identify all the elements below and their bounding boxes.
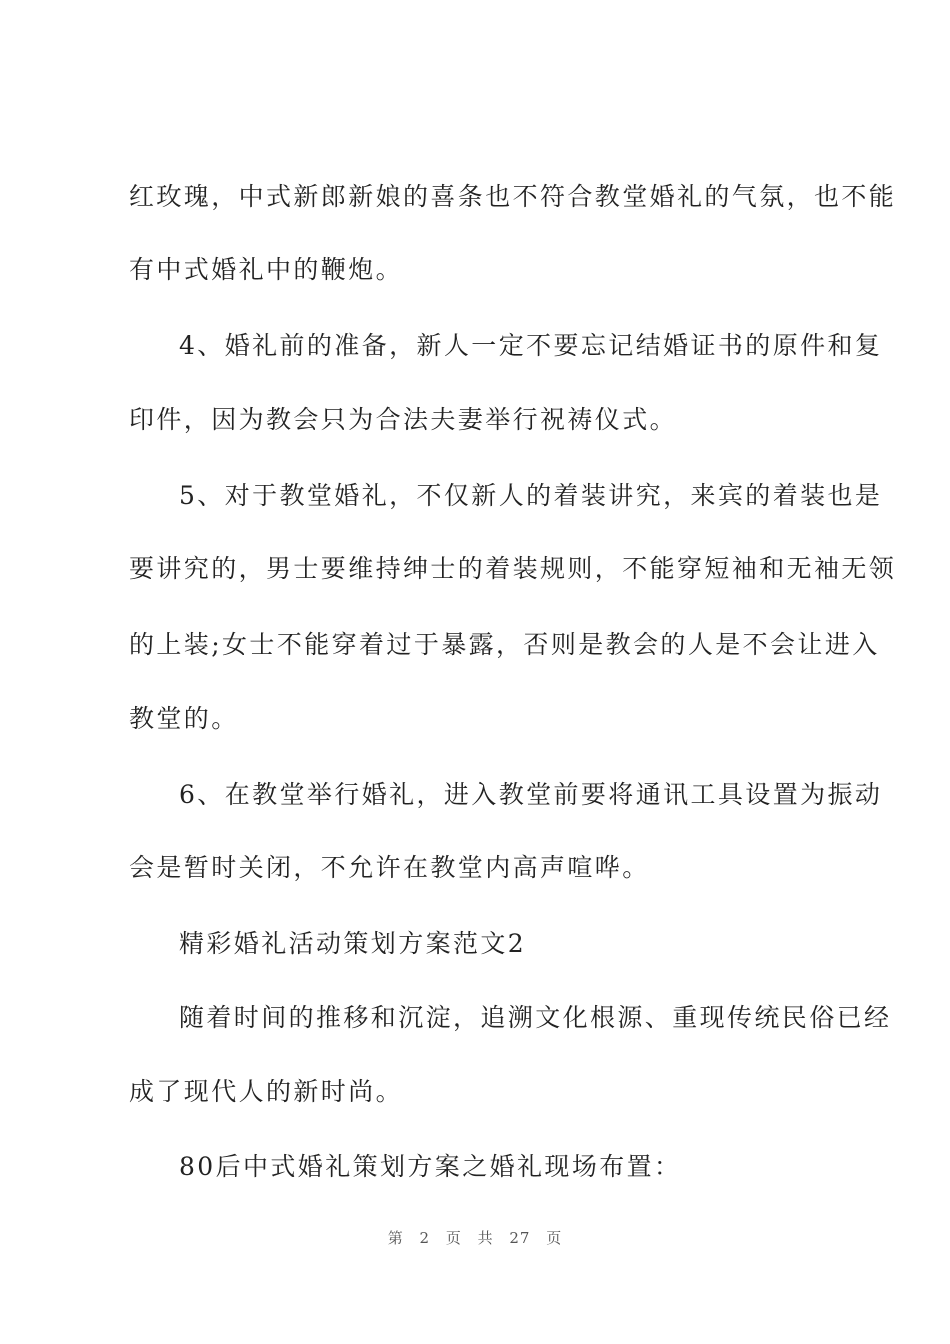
paragraph-line: 的上装;女士不能穿着过于暴露，否则是教会的人是不会让进入 [129,630,880,659]
paragraph-line: 80后中式婚礼策划方案之婚礼现场布置： [179,1152,682,1181]
paragraph-line: 有中式婚礼中的鞭炮。 [129,255,404,284]
paragraph-line: 5、对于教堂婚礼，不仅新人的着装讲究，来宾的着装也是 [179,481,883,510]
paragraph-line: 4、婚礼前的准备，新人一定不要忘记结婚证书的原件和复 [179,331,883,360]
paragraph-line: 要讲究的，男士要维持绅士的着装规则，不能穿短袖和无袖无领 [129,554,897,583]
section-heading: 精彩婚礼活动策划方案范文2 [179,929,527,958]
paragraph-line: 红玫瑰，中式新郎新娘的喜条也不符合教堂婚礼的气氛，也不能 [129,182,897,211]
paragraph-line: 6、在教堂举行婚礼，进入教堂前要将通讯工具设置为振动 [179,780,883,809]
paragraph-line: 成了现代人的新时尚。 [129,1077,404,1106]
paragraph-line: 随着时间的推移和沉淀，追溯文化根源、重现传统民俗已经 [179,1003,892,1032]
paragraph-line: 教堂的。 [129,704,239,733]
paragraph-line: 会是暂时关闭，不允许在教堂内高声喧哗。 [129,853,650,882]
paragraph-line: 印件，因为教会只为合法夫妻举行祝祷仪式。 [129,405,678,434]
page-footer: 第 2 页 共 27 页 [387,1229,563,1247]
